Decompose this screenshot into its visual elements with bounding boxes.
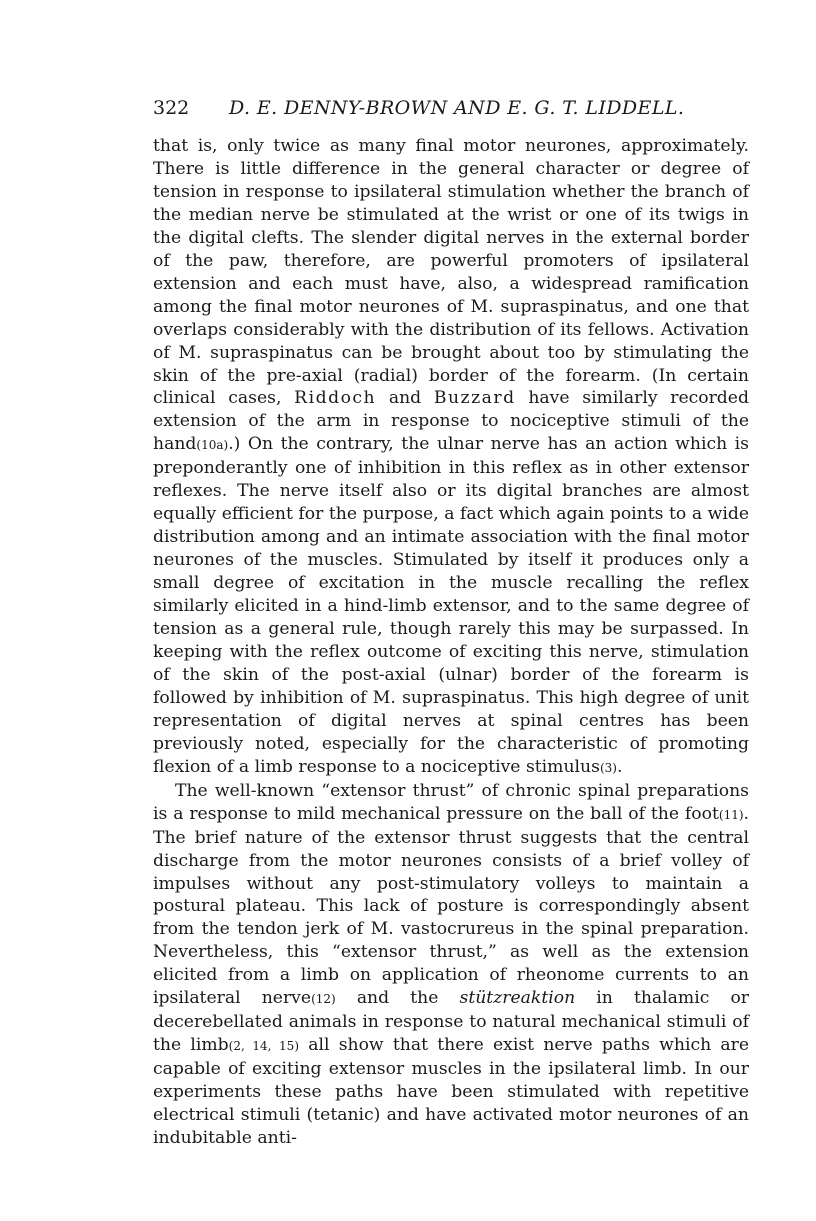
body-text: [153, 135, 749, 1150]
p2-text-d: in thalamic or decerebellated animals in response to natural mechanical stimuli of the limb: [153, 988, 750, 1056]
page-number: 322: [153, 97, 190, 119]
author-buzzard: Buzzard: [433, 388, 516, 409]
p2-text-a: The well-known “extensor thrust” of chronic spinal preparations is a response to mild mechanical pressure on the ball of the foot: [153, 780, 749, 824]
citation-12: (12): [311, 992, 336, 1007]
p1-text-b: have similarly recorded extension of the arm in response to nociceptive stimuli of the hand: [153, 388, 749, 455]
citation-2-14-15: (2, 14, 15): [228, 1039, 299, 1054]
p1-text-a: that is, only twice as many final motor neurones, approximately. There is little difference in the general character or degree of tension in response to ipsilateral stimulation whether the branch of the median nerve be stimulated at the wrist or one of its twigs in the digital clefts. The slender digital nerves in the external border of the paw, therefore, are powerful promoters of ipsilateral extension and each must have, also, a widespread ramification among the final motor neurones of M. supraspinatus, and one that overlaps considerably with the distribution of its fellows. Activation of M. supraspinatus can be brought about too by stimulating the skin of the pre-axial (radial) border of the forearm. (In certain clinical cases,: [153, 136, 749, 409]
p1-and: and: [388, 388, 422, 409]
citation-3: (3): [599, 760, 617, 775]
paragraph-1: [153, 135, 749, 780]
p1-text-c: .) On the contrary, the ulnar nerve has an action which is preponderantly one of inhibition in this reflex as in other extensor reflexes. The nerve itself also or its digital branches are almost equally efficient for the purpose, a fact which again points to a wide distribution among and an intimate association with the final motor neurones of the muscles. Stimulated by itself it produces only a small degree of excitation in the muscle recalling the reflex similarly elicited in a hind-limb extensor, and to the same degree of tension as a general rule, though rarely this may be surpassed. In keeping with the reflex outcome of exciting this nerve, stimulation of the skin of the post-axial (ulnar) border of the forearm is followed by inhibition of M. supraspinatus. This high degree of unit representation of digital nerves at spinal centres has been previously noted, especially for the characteristic of promoting flexion of a limb response to a nociceptive stimulus: [153, 434, 749, 777]
author-riddoch: Riddoch: [294, 388, 377, 409]
p2-text-e: all show that there exist nerve paths which are capable of exciting extensor muscles in the ipsilateral limb. In our experiments these paths have been stimulated with repetitive electrical stimuli (tetanic) and have activated motor neurones of an indubitable anti-: [153, 1035, 749, 1148]
citation-11: (11): [718, 807, 744, 822]
author-header: D. E. DENNY-BROWN AND E. G. T. LIDDELL.: [229, 97, 685, 119]
p1-text-d: .: [616, 756, 623, 777]
running-header: [153, 94, 753, 122]
term-stutzreaktion: stützreaktion: [459, 988, 576, 1009]
p2-text-b: . The brief nature of the extensor thrust suggests that the central discharge from the motor neurones consists of a brief volley of impulses without any post-stimulatory volleys to maintain a postural plateau. This lack of posture is correspondingly absent from the tendon jerk of M. vastocrureus in the spinal preparation. Nevertheless, this “extensor thrust,” as well as the extension elicited from a limb on application of rheonome currents to an ipsilateral nerve: [153, 803, 749, 1009]
citation-10a: (10a): [196, 438, 229, 453]
p2-text-c: and the: [335, 988, 460, 1009]
paragraph-2: [153, 780, 749, 1150]
